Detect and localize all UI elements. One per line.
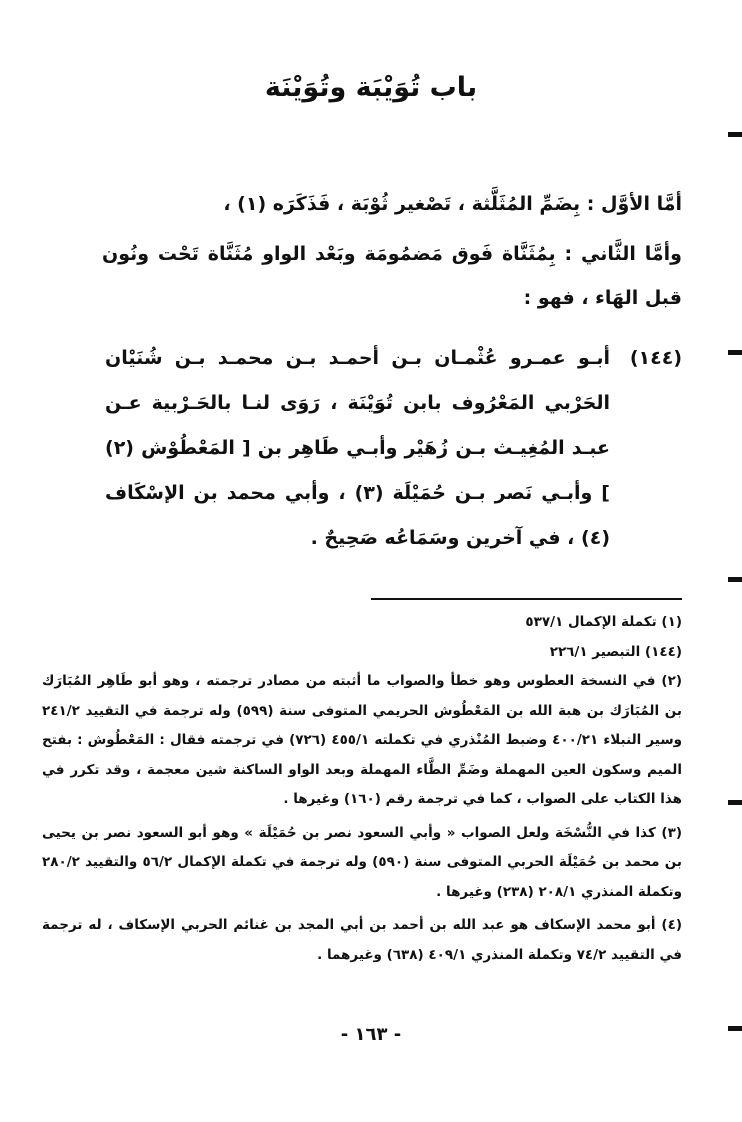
entry-number: (١٤٤) — [629, 347, 682, 369]
footnote-1: (١) تكملة الإكمال ٥٣٧/١ — [525, 614, 682, 630]
footnotes — [42, 608, 682, 970]
footnote-2: (٢) في النسخة العطوس وهو خطأ والصواب ما أثبته من مصادر ترجمته ، وهو أبو طَاهِر المُبَارَك بن المُبَارَك بن هبة الله بن المَعْطُوش الحريمي المتوفى سنة (٥٩٩) وله ترجمة في التقييد ٢٤١/٢ وسير النبلاء ٤٠٠/٢١ وضبط المُنْذري في تكملته ٤٥٥/١ (٧٢٦) في ترجمته فقال : المَعْطُوش : بفتح الميم وسكون العين المهملة وضَمِّ الطَّاء المهملة وبعد الواو الساكنة شين معجمة ، وقد تكرر في هذا الكتاب على الصواب ، كما في ترجمة رقم (١٦٠) وغيرها . — [42, 673, 682, 807]
intro-line-first: أمَّا الأوَّل : بِضَمِّ المُثَلَّثة ، تَصْغير ثُوْبَة ، فَذَكَرَه (١) ، — [223, 193, 682, 215]
scan-edge-mark — [728, 577, 742, 582]
entry-biography: أبـو عمـرو عُثْمـان بـن أحمـد بـن محمـد بـن شُنَيْان الحَرْبي المَعْرُوف بابن تُوَيْنَة ، رَوَى لنـا بالحَـرْبية عـن عبـد المُغِيـث بـن زُهَيْر وأبـي طَاهِر بن [ المَعْطُوْش (٢) ] وأبـي نَصر بـن حُمَيْلَة (٣) ، وأبي محمد بن الإسْكَاف (٤) ، في آخرين وسَمَاعُه صَحِيحٌ . — [105, 347, 610, 549]
scan-edge-mark — [728, 350, 742, 355]
chapter-title: باب تُوَيْبَة وتُوَيْنَة — [264, 72, 478, 103]
footnote-3: (٣) كذا في النُّسْخَة ولعل الصواب « وأبي السعود نصر بن حُمَيْلَة » وهو أبو السعود نصر بن يحيى بن محمد بن حُمَيْلَة الحربي المتوفى سنة (٥٩٠) وله ترجمة في تكملة الإكمال ٥٦/٢ والتقييد ٢٨٠/٢ وتكملة المنذري ٢٠٨/١ (٢٣٨) وغيرها . — [42, 824, 682, 900]
intro-line-second: وأمَّا الثَّاني : بِمُثَنَّاة فَوق مَضمُومَة وبَعْد الواو مُثَنَّاة تَحْت ونُون قبل الهَاء ، فهو : — [102, 243, 682, 309]
scan-edge-mark — [728, 132, 742, 137]
scan-edge-mark — [728, 1026, 742, 1031]
footnote-144: (١٤٤) التبصير ٢٢٦/١ — [549, 643, 682, 660]
scan-edge-mark — [728, 800, 742, 805]
footnote-4: (٤) أبو محمد الإسكاف هو عبد الله بن أحمد بن أبي المجد بن غنائم الحربي الإسكاف ، له ترجمة في التقييد ٧٤/٢ وتكملة المنذري ٤٠٩/١ (٦٣٨) وغيرهما . — [42, 917, 682, 963]
footnote-separator — [371, 598, 682, 600]
page-number: - ١٦٣ - — [340, 1024, 402, 1045]
